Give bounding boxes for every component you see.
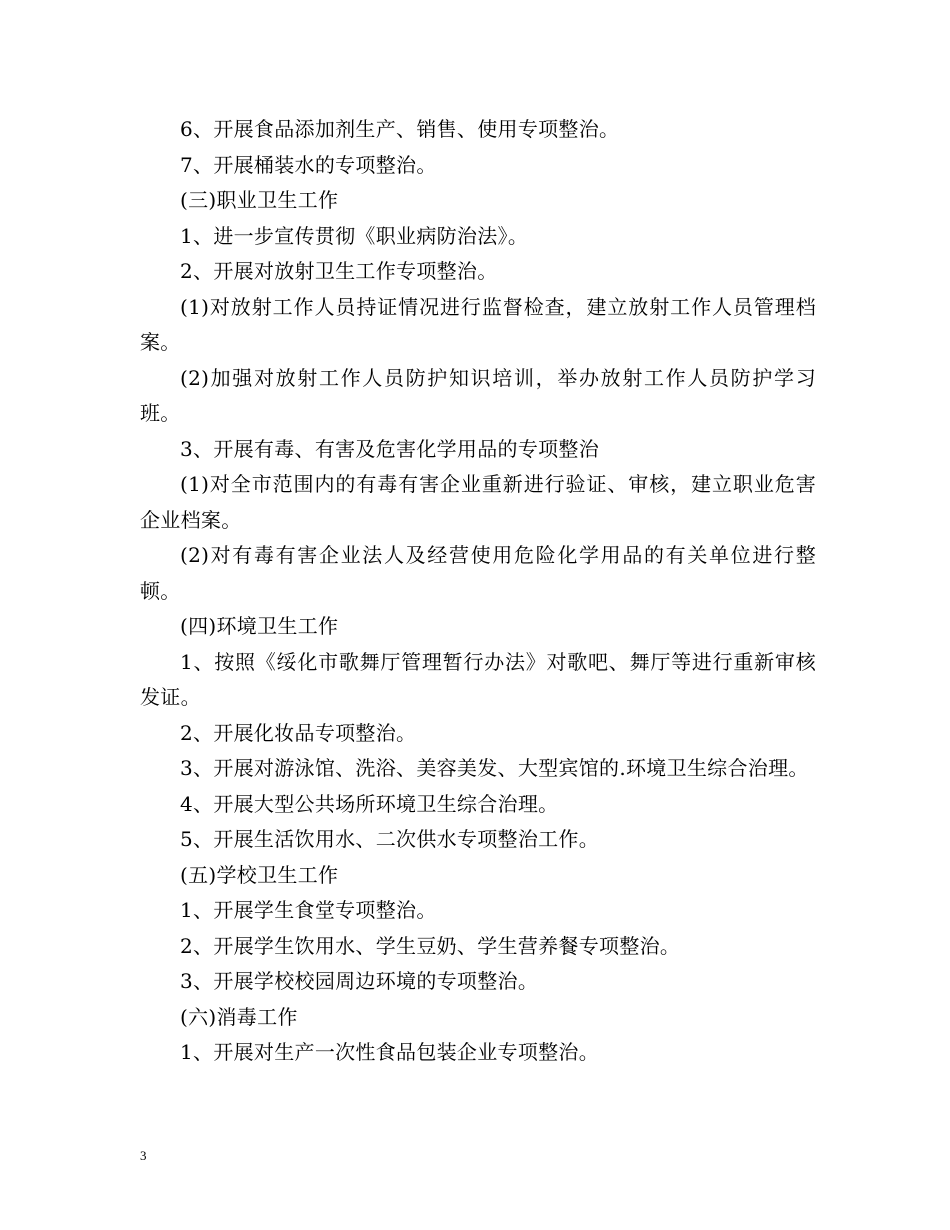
paragraph: 5、开展生活饮用水、二次供水专项整治工作。 [180, 827, 600, 851]
page-number: 3 [140, 1148, 147, 1163]
document-body [140, 112, 816, 1071]
section-heading: (三)职业卫生工作 [180, 188, 339, 212]
paragraph: 7、开展桶装水的专项整治。 [180, 152, 437, 177]
paragraph: 6、开展食品添加剂生产、销售、使用专项整治。 [180, 117, 620, 141]
paragraph: 1、开展对生产一次性食品包装企业专项整治。 [180, 1040, 600, 1064]
paragraph: 1、按照《绥化市歌舞厅管理暂行办法》对歌吧、舞厅等进行重新审核发证。 [140, 649, 816, 709]
paragraph: 3、开展有毒、有害及危害化学用品的专项整治 [180, 436, 600, 461]
paragraph: 2、开展化妆品专项整治。 [180, 720, 417, 745]
paragraph: 1、开展学生食堂专项整治。 [180, 898, 437, 922]
paragraph: 2、开展学生饮用水、学生豆奶、学生营养餐专项整治。 [180, 933, 681, 958]
paragraph: 1、进一步宣传贯彻《职业病防治法》。 [180, 223, 529, 248]
paragraph: (1)对放射工作人员持证情况进行监督检查，建立放射工作人员管理档案。 [140, 294, 816, 354]
section-heading: (六)消毒工作 [180, 1004, 298, 1029]
section-heading: (五)学校卫生工作 [180, 862, 339, 887]
paragraph: 2、开展对放射卫生工作专项整治。 [180, 259, 498, 283]
paragraph: 3、开展学校校园周边环境的专项整治。 [180, 969, 539, 993]
section-heading: (四)环境卫生工作 [180, 614, 339, 638]
paragraph: (2)加强对放射工作人员防护知识培训，举办放射工作人员防护学习班。 [140, 365, 816, 425]
paragraph: (2)对有毒有害企业法人及经营使用危险化学用品的有关单位进行整顿。 [140, 543, 816, 603]
paragraph: (1)对全市范围内的有毒有害企业重新进行验证、审核，建立职业危害企业档案。 [140, 472, 816, 532]
paragraph: 4、开展大型公共场所环境卫生综合治理。 [180, 791, 559, 816]
paragraph: 3、开展对游泳馆、洗浴、美容美发、大型宾馆的.环境卫生综合治理。 [180, 756, 809, 780]
